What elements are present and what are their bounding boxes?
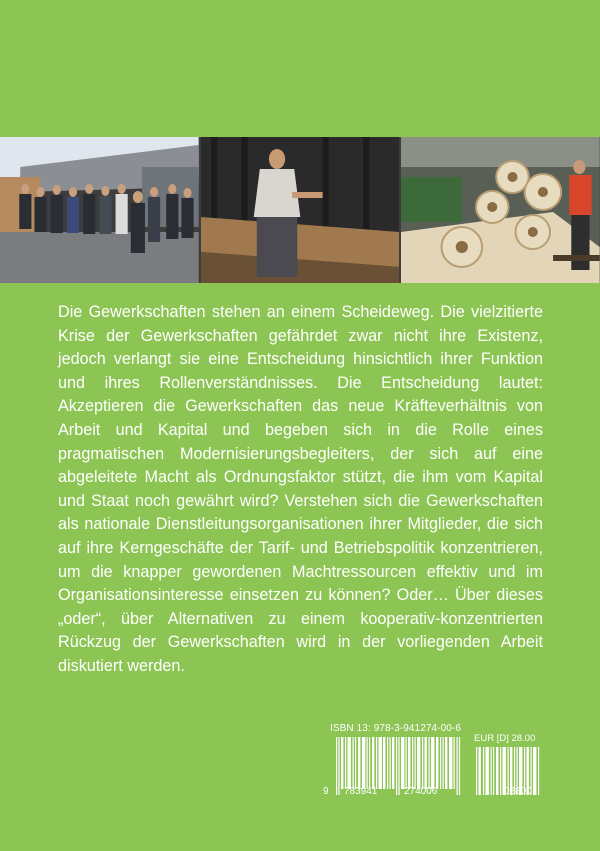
price-label: EUR [D] 28.00 [474,733,536,744]
blurb-text: Die Gewerkschaften stehen an einem Scheideweg. Die vielzitierte Krise der Gewerkschaften gefährdet zwar nicht ihre Existenz, jedoch verlangt sie eine Entscheidung hinsichtlich ihrer Funktion und ihres Rollenverständnisses. Die Entscheidung lautet: Akzeptieren die Gewerkschaften das neue Kräfteverhältnis von Arbeit und Kapital und begeben sich in die Rolle eines pragmatischen Modernisierungsbegleiters, der sich auf eine abgeleitete Macht als Ordnungsfaktor stützt, die ihm vom Kapital und Staat noch gewährt wird? Verstehen sich die Gewerkschaften als nationale Dienstleitungsorganisationen ihrer Mitglieder, die sich auf ihre Kerngeschäfte der Tarif- und Betriebspolitik konzentrieren, um die knapper gewordenen Machtressourcen effektiv und im Organisationsinteresse einsetzen zu können? Oder… Über dieses „oder“, über Alternativen zu einem kooperativ-konzentrierten Rückzug der Gewerkschaften wird in der vorliegenden Arbeit diskutiert werden. [58,303,543,675]
photo-factory-rolls [401,137,600,283]
price-barcode [474,733,544,795]
isbn-label: ISBN 13: 978-3-941274-00-6 [330,723,462,734]
isbn-digit-group-2: 274006 [404,786,438,797]
price-code: 02800 [504,786,532,797]
photo-sawmill-worker [201,137,400,283]
isbn-digit-group-1: 783941 [344,786,378,797]
isbn-digit-lead: 9 [323,786,329,797]
isbn-barcode [323,723,465,797]
photo-workers-group [0,137,199,283]
photo-strip [0,137,600,283]
